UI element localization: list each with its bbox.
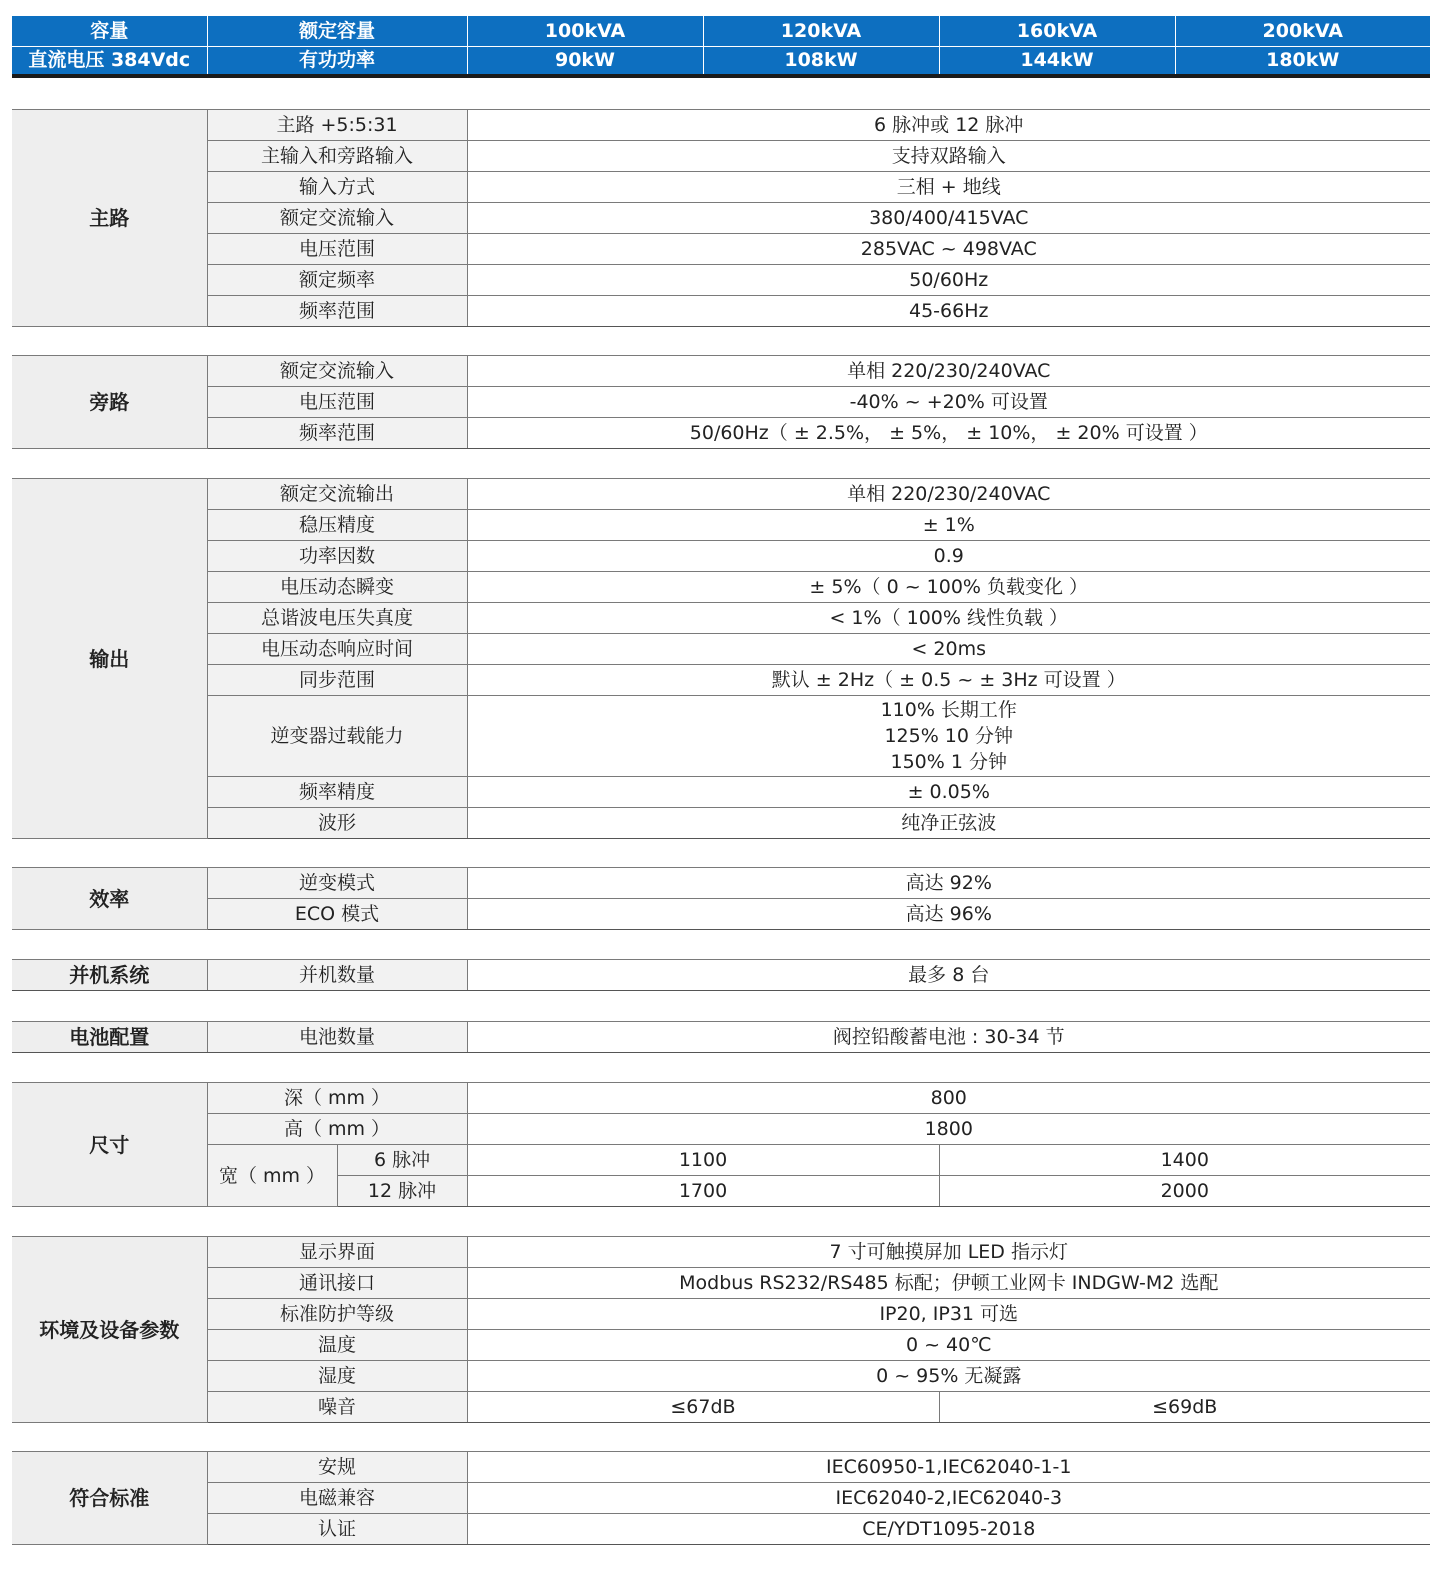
spec-param: 并机数量	[207, 960, 467, 991]
spec-value: 50/60Hz	[467, 265, 1430, 296]
model-kva-1: 100kVA	[467, 16, 703, 46]
spec-param: 逆变器过载能力	[207, 696, 467, 777]
spec-value: 默认 ± 2Hz（ ± 0.5 ~ ± 3Hz 可设置 ）	[467, 665, 1430, 696]
width-value-2: 2000	[939, 1176, 1430, 1207]
spec-value: 单相 220/230/240VAC	[467, 479, 1430, 510]
noise-value-1: ≤67dB	[467, 1392, 939, 1423]
parallel-section	[12, 959, 1430, 991]
spec-value: < 1%（ 100% 线性负载 ）	[467, 603, 1430, 634]
spec-param: 电池数量	[207, 1022, 467, 1053]
model-kw-4: 180kW	[1175, 46, 1430, 76]
spec-value: ± 1%	[467, 510, 1430, 541]
capacity-label: 容量	[12, 16, 207, 46]
standards-category: 符合标准	[12, 1452, 207, 1545]
spec-value: < 20ms	[467, 634, 1430, 665]
spec-value: 7 寸可触摸屏加 LED 指示灯	[467, 1237, 1430, 1268]
environment-section	[12, 1236, 1430, 1423]
spec-param: 波形	[207, 808, 467, 839]
spec-param: 安规	[207, 1452, 467, 1483]
width-param: 宽（ mm ）	[207, 1145, 337, 1207]
spec-param: 频率精度	[207, 777, 467, 808]
model-kw-2: 108kW	[703, 46, 939, 76]
spec-param: 主输入和旁路输入	[207, 141, 467, 172]
spec-param: 总谐波电压失真度	[207, 603, 467, 634]
spec-value: 高达 92%	[467, 868, 1430, 899]
spec-param: 额定交流输出	[207, 479, 467, 510]
spec-param: 标准防护等级	[207, 1299, 467, 1330]
spec-param: 认证	[207, 1514, 467, 1545]
standards-section	[12, 1451, 1430, 1545]
model-kva-4: 200kVA	[1175, 16, 1430, 46]
spec-param: 电磁兼容	[207, 1483, 467, 1514]
rated-capacity-label: 额定容量	[207, 16, 467, 46]
spec-param: 温度	[207, 1330, 467, 1361]
spec-value: Modbus RS232/RS485 标配；伊顿工业网卡 INDGW-M2 选配	[467, 1268, 1430, 1299]
main-circuit-section	[12, 109, 1430, 327]
efficiency-section	[12, 867, 1430, 930]
spec-param: ECO 模式	[207, 899, 467, 930]
dimensions-section	[12, 1082, 1430, 1207]
spec-header-table	[12, 16, 1430, 78]
width-value-2: 1400	[939, 1145, 1430, 1176]
width-value-1: 1700	[467, 1176, 939, 1207]
spec-param: 额定频率	[207, 265, 467, 296]
overload-line: 125% 10 分钟	[884, 725, 1014, 747]
active-power-label: 有功功率	[207, 46, 467, 76]
spec-value: 纯净正弦波	[467, 808, 1430, 839]
spec-value: 支持双路输入	[467, 141, 1430, 172]
overload-line: 150% 1 分钟	[890, 751, 1007, 773]
model-kw-1: 90kW	[467, 46, 703, 76]
model-kw-3: 144kW	[939, 46, 1175, 76]
height-value: 1800	[467, 1114, 1430, 1145]
noise-value-2: ≤69dB	[939, 1392, 1430, 1423]
spec-param: 输入方式	[207, 172, 467, 203]
model-kva-3: 160kVA	[939, 16, 1175, 46]
spec-param: 通讯接口	[207, 1268, 467, 1299]
spec-value: 阀控铅酸蓄电池 : 30-34 节	[467, 1022, 1430, 1053]
environment-category: 环境及设备参数	[12, 1237, 207, 1423]
spec-value: IEC62040-2,IEC62040-3	[467, 1483, 1430, 1514]
spec-value: 高达 96%	[467, 899, 1430, 930]
spec-param: 频率范围	[207, 296, 467, 327]
depth-value: 800	[467, 1083, 1430, 1114]
spec-value: 380/400/415VAC	[467, 203, 1430, 234]
dc-voltage-label: 直流电压 384Vdc	[12, 46, 207, 76]
spec-param: 主路 +5:5:31	[207, 110, 467, 141]
spec-param: 额定交流输入	[207, 356, 467, 387]
spec-param: 同步范围	[207, 665, 467, 696]
spec-value: 45-66Hz	[467, 296, 1430, 327]
spec-param: 电压动态瞬变	[207, 572, 467, 603]
spec-value: 50/60Hz（ ± 2.5%， ± 5%， ± 10%， ± 20% 可设置 ）	[467, 418, 1430, 449]
spec-value: 最多 8 台	[467, 960, 1430, 991]
spec-value: ± 5%（ 0 ~ 100% 负载变化 ）	[467, 572, 1430, 603]
spec-value: 三相 + 地线	[467, 172, 1430, 203]
spec-value: IEC60950-1,IEC62040-1-1	[467, 1452, 1430, 1483]
spec-value: 单相 220/230/240VAC	[467, 356, 1430, 387]
spec-value: IP20, IP31 可选	[467, 1299, 1430, 1330]
spec-param: 电压范围	[207, 387, 467, 418]
main-circuit-category: 主路	[12, 110, 207, 327]
bypass-section	[12, 355, 1430, 449]
output-section	[12, 478, 1430, 839]
spec-value: ± 0.05%	[467, 777, 1430, 808]
spec-value: -40% ~ +20% 可设置	[467, 387, 1430, 418]
spec-value: 0 ~ 40℃	[467, 1330, 1430, 1361]
depth-param: 深（ mm ）	[207, 1083, 467, 1114]
spec-param: 电压范围	[207, 234, 467, 265]
battery-section	[12, 1021, 1430, 1053]
noise-param: 噪音	[207, 1392, 467, 1423]
spec-param: 逆变模式	[207, 868, 467, 899]
parallel-category: 并机系统	[12, 960, 207, 991]
bypass-category: 旁路	[12, 356, 207, 449]
spec-param: 电压动态响应时间	[207, 634, 467, 665]
spec-value: 6 脉冲或 12 脉冲	[467, 110, 1430, 141]
spec-param: 显示界面	[207, 1237, 467, 1268]
overload-line: 110% 长期工作	[880, 699, 1017, 721]
spec-value: 0.9	[467, 541, 1430, 572]
width-value-1: 1100	[467, 1145, 939, 1176]
efficiency-category: 效率	[12, 868, 207, 930]
spec-param: 额定交流输入	[207, 203, 467, 234]
overload-values	[467, 696, 1430, 777]
spec-param: 稳压精度	[207, 510, 467, 541]
width-sub-param: 6 脉冲	[337, 1145, 467, 1176]
width-sub-param: 12 脉冲	[337, 1176, 467, 1207]
spec-value: 0 ~ 95% 无凝露	[467, 1361, 1430, 1392]
spec-param: 频率范围	[207, 418, 467, 449]
dimensions-category: 尺寸	[12, 1083, 207, 1207]
spec-value: 285VAC ~ 498VAC	[467, 234, 1430, 265]
battery-category: 电池配置	[12, 1022, 207, 1053]
height-param: 高（ mm ）	[207, 1114, 467, 1145]
output-category: 输出	[12, 479, 207, 839]
spec-param: 功率因数	[207, 541, 467, 572]
spec-value: CE/YDT1095-2018	[467, 1514, 1430, 1545]
model-kva-2: 120kVA	[703, 16, 939, 46]
spec-param: 湿度	[207, 1361, 467, 1392]
